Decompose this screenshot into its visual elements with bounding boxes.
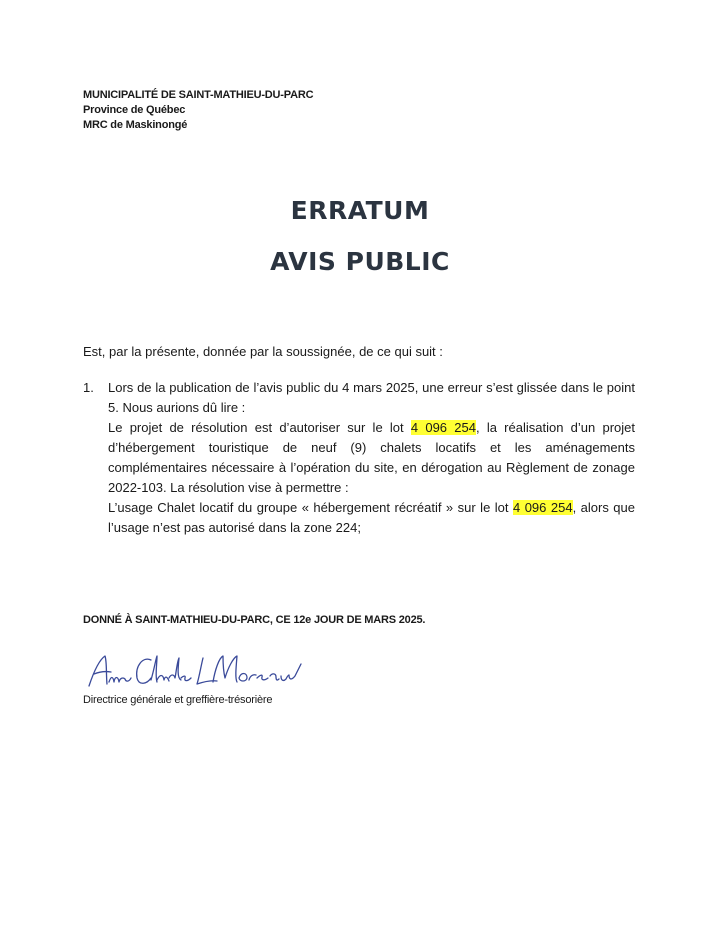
mrc-name: MRC de Maskinongé [83,119,188,131]
paragraph-usage [108,498,635,538]
usage-text-after: , alors que l’usage n’est pas autorisé dans la zone 224; [108,500,635,535]
list-item-number: 1. [83,380,94,395]
usage-text-before: L’usage Chalet locatif du groupe « hébergement récréatif » sur le lot [108,500,513,515]
closing-statement: DONNÉ À SAINT-MATHIEU-DU-PARC, CE 12e JOUR DE MARS 2025. [83,614,426,626]
project-text-after: , la réalisation d’un projet d’hébergement touristique de neuf (9) chalets locatifs et les aménagements complémentaires nécessaire à l’opération du site, en dérogation au Règlement de zonage 2022-103. La résolution vise à permettre : [108,420,635,495]
province-name: Province de Québec [83,104,186,116]
paragraph-project [108,418,635,498]
title-avis-public: AVIS PUBLIC [270,247,450,276]
project-text-before: Le projet de résolution est d’autoriser sur le lot [108,420,411,435]
handwritten-signature [85,648,305,692]
header-block [83,88,313,133]
municipality-name: MUNICIPALITÉ DE SAINT-MATHIEU-DU-PARC [83,89,314,101]
list-item [108,378,635,538]
intro-text: Est, par la présente, donnée par la soussignée, de ce qui suit : [83,344,443,359]
paragraph-error-notice: Lors de la publication de l’avis public du 4 mars 2025, une erreur s’est glissée dans le point 5. Nous aurions dû lire : [108,380,635,415]
title-erratum: ERRATUM [290,196,430,225]
lot-number-highlight: 4 096 254 [410,420,476,435]
lot-number-highlight-2: 4 096 254 [512,500,573,515]
signatory-title: Directrice générale et greffière-trésorière [83,694,273,706]
